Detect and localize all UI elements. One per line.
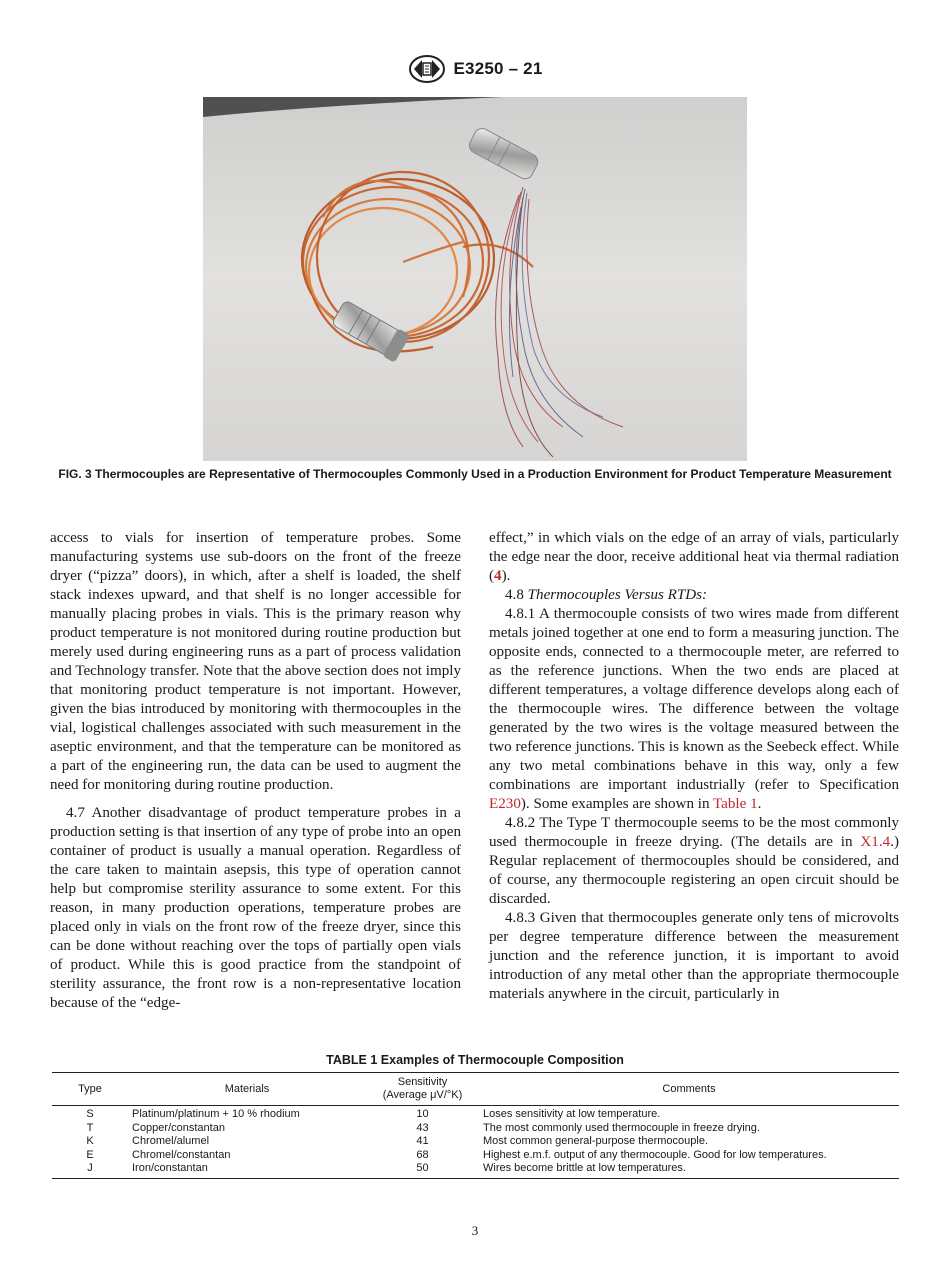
document-id: E3250 – 21 [453, 59, 543, 78]
paragraph-4-8-1: 4.8.1 A thermocouple consists of two wires made from different metals joined together at one end to form a measuring junction. The opposite ends, connected to a thermocouple meter, are referred to as the reference junctions. When the two ends are placed at different temperatures, a voltage difference develops along each of the thermocouple wires. The difference between the voltage generated by the two wires is the voltage measured between the two reference junctions. This is known as the Seebeck effect. While any two metal combinations behave in this way, only a few combinations are important industrially (refer to Specification E230). Some examples are shown in Table 1. [489, 606, 899, 812]
page-header [0, 52, 950, 86]
paragraph-4-8-3: 4.8.3 Given that thermocouples generate only tens of microvolts per degree temperature difference between the measurement junction and the reference junction, it is important to avoid introduction of any metal other than the appropriate thermocouple materials anywhere in the circuit, particularly in [489, 910, 899, 1002]
header-comments: Comments [479, 1073, 899, 1106]
thermocouple-photo-icon [203, 97, 747, 461]
paragraph-4-8-2: 4.8.2 The Type T thermocouple seems to be the most commonly used thermocouple in freeze drying. (The details are in X1.4.) Regular replacement of thermocouples should be considered, and of course, any thermocouple registering an open circuit should be discarded. [489, 815, 899, 907]
x1-4-link[interactable]: X1.4 [860, 834, 891, 850]
table-row: K Chromel/alumel 41 Most common general-purpose thermocouple. [86, 1135, 709, 1147]
paragraph: effect,” in which vials on the edge of an array of vials, particularly the edge near the door, receive additional heat via thermal radiation (4). [489, 530, 899, 584]
thermocouple-table [52, 1072, 899, 1179]
header-sensitivity: Sensitivity (Average μV/°K) [366, 1073, 479, 1106]
table-row: T Copper/constantan 43 The most commonly used thermocouple in freeze drying. [86, 1121, 760, 1134]
table-1-link[interactable]: Table 1 [713, 796, 758, 812]
right-column [489, 529, 899, 1004]
figure-caption: FIG. 3 Thermocouples are Representative of Thermocouples Commonly Used in a Production Environment for Product Temperature Measurement [58, 467, 892, 481]
header-type: Type [52, 1073, 128, 1106]
astm-logo-icon [408, 54, 446, 84]
left-column [50, 529, 461, 1013]
paragraph-4-7: 4.7 Another disadvantage of product temperature probes in a production setting is that insertion of any type of probe into an open container of product is usually a manual operation. Regardless of the care taken to maintain asepsis, this type of operation cannot help but compromise sterility assurance to some extent. For this reason, in many production operations, temperature probes are placed only in vials on the front row of the freeze dryer, since this can be done without reaching over the tops of partially open vials of product. While this is good practice from the standpoint of sterility assurance, the front row is a non-representative location because of the “edge- [50, 805, 461, 1011]
paragraph: access to vials for insertion of temperature probes. Some manufacturing systems use sub-doors on the front of the freeze dryer (“pizza” doors), in which, after a shelf is loaded, the shelf stack indexes upward, and that shelf is no longer accessible for manually placing probes in vials. This is the primary reason why product temperature is not monitored during routine production but merely used during engineering runs as a part of process validation and Technology transfer. Note that the above section does not imply that monitoring product temperature is not important. However, given the bias introduced by monitoring with thermocouples in the vial, logistical challenges associated with such measurement in the aseptic environment, and that the temperature can be monitored as a part of the engineering run, the data can be used to augment the need for monitoring during routine production. [50, 530, 461, 793]
header-materials: Materials [128, 1073, 366, 1106]
section-heading-4-8: 4.8 Thermocouples Versus RTDs: [505, 587, 708, 603]
table-row: J Iron/constantan 50 Wires become brittle at low temperatures. [52, 1162, 899, 1178]
reference-link[interactable]: 4 [494, 568, 502, 584]
table-title: TABLE 1 Examples of Thermocouple Composition [326, 1053, 624, 1067]
table-row: E Chromel/constantan 68 Highest e.m.f. output of any thermocouple. Good for low temperatures. [86, 1148, 827, 1161]
e230-link[interactable]: E230 [489, 796, 521, 812]
table-row: S Platinum/platinum + 10 % rhodium 10 Loses sensitivity at low temperature. [86, 1108, 661, 1120]
page-number: 3 [471, 1223, 479, 1238]
